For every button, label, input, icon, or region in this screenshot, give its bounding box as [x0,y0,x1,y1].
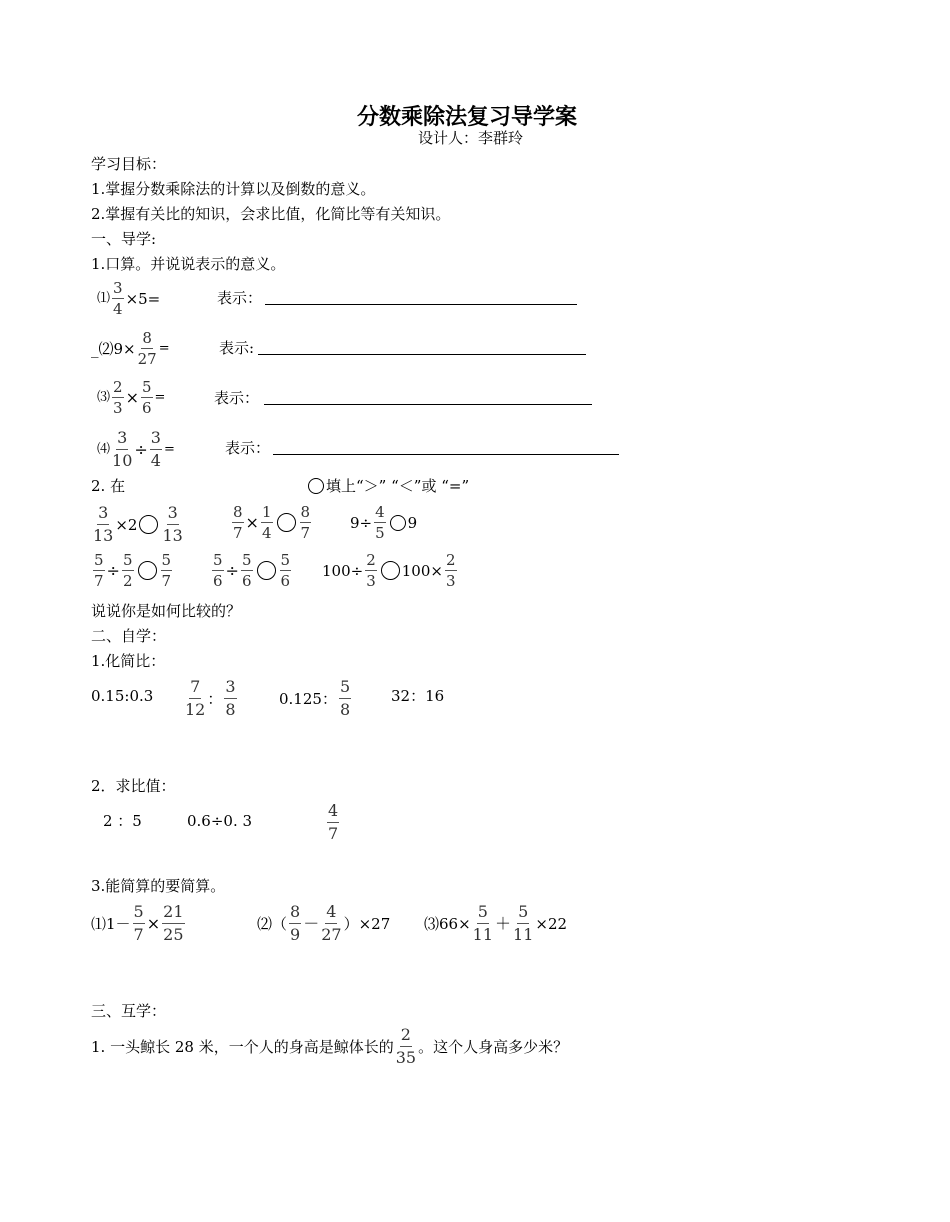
meaning-label: 表示： [214,389,260,407]
page-title: 分数乘除法复习导学案 [357,105,578,130]
expr-tail: = [163,441,175,457]
compare-circle[interactable] [257,561,276,580]
meaning-label: 表示： [225,439,271,457]
fraction: $\frac{3}{13}$ [93,503,114,545]
ratio-value-a: 2 ：5 [103,812,142,830]
fraction: $\frac{8}{9}$ [290,902,301,944]
expr-mid: ×2 [115,515,138,534]
operator: ÷ [225,560,239,580]
expr-tail: = [154,389,166,405]
section-heading: 三、互学： [91,1002,167,1020]
section-heading: 一、导学: [91,230,157,248]
operator: ÷ [134,439,148,459]
compare-b [230,503,313,542]
goal-item: 1.掌握分数乘除法的计算以及倒数的意义。 [91,180,376,198]
fraction: $\frac{2}{3}$ [445,551,456,590]
question-heading: 3.能简算的要简算。 [91,877,226,895]
fraction: $\frac{4}{5}$ [375,503,385,542]
expr-pre: ⑵（ [257,914,288,933]
fraction: $\frac{4}{27}$ [321,902,342,944]
compare-circle[interactable] [277,513,296,532]
expr-post: ）×27 [343,914,391,933]
expr-pre: 0.125： [279,689,337,708]
designer-line: 设计人：李群玲 [418,129,524,147]
operator: × [146,913,161,933]
simplify-calc-3 [424,902,567,945]
compare-circle[interactable] [139,515,158,534]
question-heading: 1.化简比： [91,652,166,670]
fraction: $\frac{5}{2}$ [122,551,133,590]
operator: － [303,913,320,933]
fraction: $\frac{7}{12}$ [185,677,206,719]
ratio-value-b: 0.6÷0. 3 [187,812,253,830]
answer-blank[interactable] [264,388,592,405]
ratio-c [279,677,353,720]
fraction: $\frac{5}{6}$ [213,551,223,590]
expr-pre: ⑶66× [424,914,471,933]
fraction: $\frac{21}{25}$ [163,902,184,944]
goals-heading: 学习目标： [91,155,167,173]
fraction: $\frac{5}{6}$ [141,378,152,417]
fraction: $\frac{8}{7}$ [300,503,311,542]
item-index: ⑷ [97,441,111,457]
compare-instruction: 填上“＞” “＜”或 “=” [306,476,469,496]
compare-d [91,551,174,590]
expr-pre: ⑴1－ [91,914,131,933]
expr-mid: 100× [401,561,443,580]
compare-f [322,551,459,590]
ratio-value-c [325,801,341,844]
answer-blank[interactable] [265,288,577,305]
question-heading: 2. 在 [91,477,126,495]
expr-pre: 9÷ [350,513,373,532]
answer-blank[interactable] [273,438,619,455]
question-heading: 2．求比值： [91,777,176,795]
fraction: $\frac{2}{3}$ [113,378,123,417]
goal-item: 2.掌握有关比的知识，会求比值，化简比等有关知识。 [91,205,451,223]
compare-c [350,503,417,542]
fraction: $\frac{3}{10}$ [112,428,133,470]
operator: × [125,387,139,407]
operator: ÷ [106,560,120,580]
expr-post: 9 [407,513,418,532]
expr-tail: ×5= [125,289,161,308]
question-heading: 1.口算。并说说表示的意义。 [91,255,286,273]
section-heading: 二、自学： [91,627,167,645]
ratio-a: 0.15:0.3 [91,687,154,705]
compare-circle[interactable] [138,561,157,580]
ratio-b [183,677,239,720]
fraction: $\frac{8}{7}$ [233,503,243,542]
fraction: $\frac{5}{7}$ [133,902,144,944]
meaning-label: 表示: [219,339,255,357]
word-problem-1 [91,1025,568,1068]
oral-calc-4 [97,428,175,471]
operator: ＋ [495,913,512,933]
expr-post: ×22 [535,914,568,933]
simplify-calc-2 [257,902,390,945]
problem-text: 1. 一头鲸长 28 米，一个人的身高是鲸体长的 [91,1037,394,1056]
fraction: $\frac{2}{35}$ [395,1025,417,1067]
fraction: $\frac{5}{7}$ [94,551,104,590]
oral-calc-2 [91,329,170,368]
fraction: $\frac{5}{8}$ [339,677,351,719]
problem-text: 。这个人身高多少米？ [418,1037,569,1056]
compare-circle[interactable] [381,561,400,580]
fraction: $\frac{3}{4}$ [113,279,123,318]
simplify-calc-1 [91,902,187,945]
operator: × [245,512,259,532]
ratio-colon: ： [207,689,223,708]
expr-pre: 100÷ [322,561,364,580]
fraction: $\frac{1}{4}$ [261,503,272,542]
compare-e [210,551,293,590]
fraction: $\frac{5}{7}$ [161,551,172,590]
compare-a [91,503,185,546]
fraction: $\frac{3}{13}$ [162,503,183,545]
fraction: $\frac{5}{6}$ [280,551,291,590]
circle-icon [308,478,324,494]
answer-blank[interactable] [258,338,586,355]
item-index: ⑶ [97,389,111,405]
fraction: $\frac{2}{3}$ [366,551,376,590]
ratio-d: 32：16 [391,687,445,705]
compare-circle[interactable] [390,515,406,531]
item-index: ⑴ [97,290,111,306]
expr-tail: = [158,340,170,356]
fraction: $\frac{3}{4}$ [150,428,161,470]
meaning-label: 表示： [217,289,263,307]
discussion-question: 说说你是如何比较的？ [91,602,242,620]
expr-prefix: _⑵9× [91,339,136,358]
fraction: $\frac{5}{11}$ [513,902,534,944]
fraction: $\frac{3}{8}$ [225,677,236,719]
oral-calc-3 [97,378,165,417]
fraction: $\frac{5}{11}$ [472,902,494,944]
oral-calc-1 [97,279,160,318]
fraction: $\frac{8}{27}$ [137,329,157,368]
fraction: $\frac{5}{6}$ [241,551,252,590]
fraction: $\frac{4}{7}$ [328,801,339,843]
